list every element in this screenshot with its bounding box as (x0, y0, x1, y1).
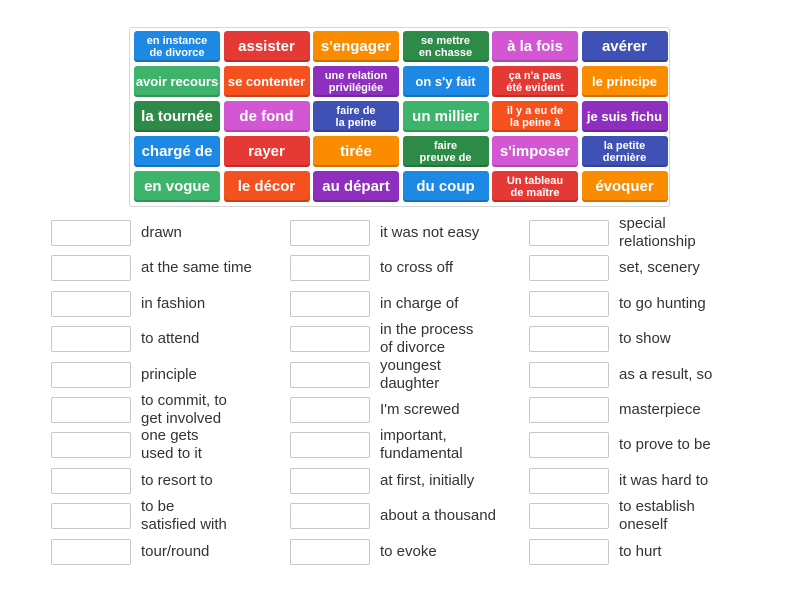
match-row (529, 291, 769, 317)
tile-label: la petite dernière (602, 139, 647, 164)
match-row (529, 468, 769, 494)
drop-box[interactable] (51, 220, 131, 246)
answer-tile[interactable] (224, 66, 310, 97)
drop-box[interactable] (290, 432, 370, 458)
clue-text: at first, initially (380, 472, 475, 489)
answer-tile[interactable] (582, 171, 668, 202)
clue-text: set, scenery (619, 259, 700, 276)
clue-text: it was hard to (619, 472, 709, 489)
drop-box[interactable] (529, 220, 609, 246)
drop-box[interactable] (529, 255, 609, 281)
tile-label: au départ (322, 177, 390, 195)
clue-text: to be satisfied with (141, 498, 227, 533)
tile-label: la tournée (141, 107, 213, 125)
tile-label: Un tableau de maître (506, 174, 564, 199)
drop-box[interactable] (51, 468, 131, 494)
tile-label: se mettre en chasse (418, 34, 473, 59)
match-row (290, 321, 530, 356)
clue-text: in fashion (141, 295, 206, 312)
tile-label: en instance de divorce (146, 34, 208, 59)
match-row (290, 539, 530, 565)
drop-box[interactable] (51, 255, 131, 281)
clue-text: to go hunting (619, 295, 706, 312)
answer-tile[interactable] (224, 31, 310, 62)
answer-tile[interactable] (492, 31, 578, 62)
tile-label: tirée (340, 142, 372, 160)
tile-label: avoir recours (135, 73, 219, 89)
answer-tile[interactable] (403, 171, 489, 202)
clue-text: I'm screwed (380, 401, 460, 418)
match-row (529, 362, 769, 388)
match-row (51, 255, 291, 281)
tile-label: s'imposer (499, 142, 571, 160)
answer-tile[interactable] (134, 136, 220, 167)
clue-text: to hurt (619, 543, 662, 560)
match-row (529, 432, 769, 458)
answer-tile[interactable] (492, 101, 578, 132)
answer-tile[interactable] (492, 171, 578, 202)
drop-box[interactable] (529, 503, 609, 529)
drop-box[interactable] (51, 432, 131, 458)
tile-label: assister (238, 37, 295, 55)
tile-label: du coup (416, 177, 475, 195)
tile-label: le décor (237, 177, 296, 195)
clue-text: to commit, to get involved (141, 392, 227, 427)
drop-box[interactable] (290, 291, 370, 317)
answer-tile[interactable] (224, 171, 310, 202)
clue-text: to prove to be (619, 436, 711, 453)
clue-text: to show (619, 330, 671, 347)
answer-tile[interactable] (313, 136, 399, 167)
match-row (529, 498, 769, 533)
clue-text: at the same time (141, 259, 252, 276)
tile-label: de fond (239, 107, 294, 125)
clue-text: special relationship (619, 215, 696, 250)
answer-tile[interactable] (403, 136, 489, 167)
answer-tile[interactable] (134, 171, 220, 202)
drop-box[interactable] (290, 220, 370, 246)
clue-text: to cross off (380, 259, 454, 276)
clue-text: drawn (141, 224, 182, 241)
drop-box[interactable] (290, 397, 370, 423)
tile-label: avérer (601, 37, 648, 55)
answer-tile[interactable] (492, 136, 578, 167)
match-row (51, 468, 291, 494)
match-row (290, 255, 530, 281)
tile-label: faire de la peine (335, 104, 377, 129)
clue-text: in charge of (380, 295, 459, 312)
drop-box[interactable] (290, 539, 370, 565)
drop-box[interactable] (529, 432, 609, 458)
clue-text: principle (141, 366, 197, 383)
match-row (51, 427, 291, 462)
answer-tile[interactable] (134, 66, 220, 97)
tile-label: je suis fichu (586, 108, 663, 124)
tile-label: une relation privilégiée (324, 69, 388, 94)
clue-text: youngest daughter (380, 357, 441, 392)
drop-box[interactable] (51, 326, 131, 352)
tile-label: à la fois (507, 37, 563, 55)
answer-tile[interactable] (134, 31, 220, 62)
drop-box[interactable] (529, 291, 609, 317)
drop-box[interactable] (529, 539, 609, 565)
match-row (529, 326, 769, 352)
answer-tile[interactable] (403, 31, 489, 62)
drop-box[interactable] (529, 362, 609, 388)
match-row (51, 392, 291, 427)
answer-tile[interactable] (224, 136, 310, 167)
tile-label: chargé de (141, 142, 213, 160)
clue-text: about a thousand (380, 507, 496, 524)
tile-label: le principe (591, 73, 658, 89)
match-row (290, 468, 530, 494)
tile-label: s'engager (320, 37, 392, 55)
answer-tile[interactable] (403, 66, 489, 97)
tile-label: on s'y fait (415, 73, 476, 89)
clue-text: tour/round (141, 543, 210, 560)
match-row (290, 220, 530, 246)
tile-label: il y a eu de la peine à (506, 104, 564, 129)
match-row (290, 291, 530, 317)
drop-box[interactable] (290, 362, 370, 388)
tile-label: évoquer (595, 177, 654, 195)
match-row (290, 357, 530, 392)
match-row (51, 498, 291, 533)
answer-tile[interactable] (313, 31, 399, 62)
drop-box[interactable] (529, 468, 609, 494)
answer-tile[interactable] (582, 31, 668, 62)
clue-text: to attend (141, 330, 200, 347)
answer-tile[interactable] (492, 66, 578, 97)
clue-text: important, fundamental (380, 427, 463, 462)
drop-box[interactable] (529, 326, 609, 352)
match-row (290, 427, 530, 462)
match-row (529, 255, 769, 281)
answer-tile[interactable] (313, 171, 399, 202)
match-row (529, 215, 769, 250)
clue-text: to evoke (380, 543, 437, 560)
drop-box[interactable] (51, 291, 131, 317)
drop-box[interactable] (290, 255, 370, 281)
drop-box[interactable] (290, 503, 370, 529)
tile-label: ça n'a pas été evident (506, 69, 564, 94)
match-row (529, 397, 769, 423)
answer-tile[interactable] (134, 101, 220, 132)
answer-tile[interactable] (582, 101, 668, 132)
match-row (290, 397, 530, 423)
drop-box[interactable] (290, 468, 370, 494)
match-row (529, 539, 769, 565)
match-row (51, 539, 291, 565)
clue-text: one gets used to it (141, 427, 202, 462)
answer-tile[interactable] (403, 101, 489, 132)
match-row (290, 503, 530, 529)
tile-label: se contenter (227, 73, 306, 89)
clue-text: to establish oneself (619, 498, 695, 533)
tile-label: en vogue (144, 177, 210, 195)
answer-tile[interactable] (582, 136, 668, 167)
drop-box[interactable] (51, 503, 131, 529)
answer-tile[interactable] (313, 66, 399, 97)
clue-text: in the process of divorce (380, 321, 474, 356)
tile-label: faire preuve de (419, 139, 472, 164)
match-row (51, 291, 291, 317)
answer-tile[interactable] (582, 66, 668, 97)
tile-label: un millier (412, 107, 479, 125)
clue-text: as a result, so (619, 366, 713, 383)
answer-tile[interactable] (224, 101, 310, 132)
drop-box[interactable] (51, 362, 131, 388)
match-row (51, 220, 291, 246)
match-row (51, 326, 291, 352)
tile-board (129, 27, 670, 207)
drop-box[interactable] (290, 326, 370, 352)
tile-label: rayer (248, 142, 285, 160)
clue-text: it was not easy (380, 224, 480, 241)
drop-box[interactable] (51, 397, 131, 423)
clue-text: to resort to (141, 472, 213, 489)
clue-text: masterpiece (619, 401, 701, 418)
answer-tile[interactable] (313, 101, 399, 132)
match-row (51, 362, 291, 388)
drop-box[interactable] (529, 397, 609, 423)
drop-box[interactable] (51, 539, 131, 565)
